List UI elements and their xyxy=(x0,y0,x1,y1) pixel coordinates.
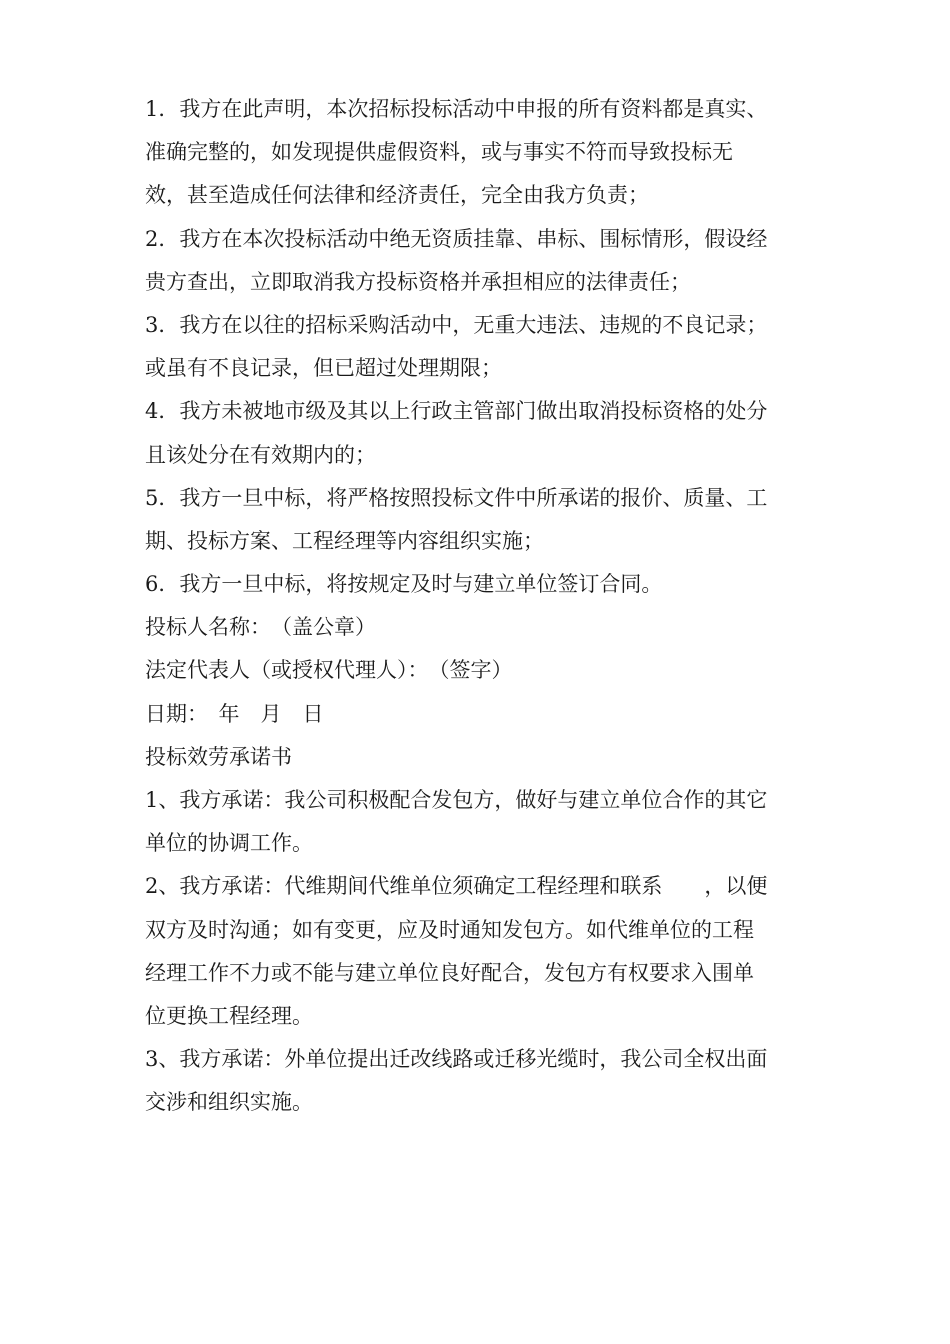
text-line: 3、我方承诺：外单位提出迁改线路或迁移光缆时，我公司全权出面 xyxy=(145,1047,768,1072)
text-line: 1、我方承诺：我公司积极配合发包方，做好与建立单位合作的其它 xyxy=(145,788,768,812)
text-line: 4．我方未被地市级及其以上行政主管部门做出取消投标资格的处分 xyxy=(145,399,768,424)
text-line: 双方及时沟通；如有变更，应及时通知发包方。如代维单位的工程 xyxy=(145,917,754,942)
section-title: 投标效劳承诺书 xyxy=(145,744,292,769)
text-line: 准确完整的，如发现提供虚假资料，或与事实不符而导致投标无 xyxy=(145,140,733,165)
text-line: 1．我方在此声明，本次招标投标活动中申报的所有资料都是真实、 xyxy=(145,97,768,121)
document-body xyxy=(145,88,815,1125)
text-line: 6．我方一旦中标，将按规定及时与建立单位签订合同。 xyxy=(145,572,663,597)
text-line: 期、投标方案、工程经理等内容组织实施； xyxy=(145,528,544,553)
text-line: 2．我方在本次投标活动中绝无资质挂靠、串标、围标情形，假设经 xyxy=(145,226,768,251)
text-line: 2、我方承诺：代维期间代维单位须确定工程经理和联系 ，以便 xyxy=(145,874,768,899)
legal-representative-line: 法定代表人（或授权代理人）： （签字） xyxy=(145,658,513,683)
text-line: 且该处分在有效期内的； xyxy=(145,442,376,467)
text-line: 贵方查出，立即取消我方投标资格并承担相应的法律责任； xyxy=(145,269,691,294)
text-line: 5．我方一旦中标，将严格按照投标文件中所承诺的报价、质量、工 xyxy=(145,485,768,510)
text-line: 效，甚至造成任何法律和经济责任，完全由我方负责； xyxy=(145,183,649,208)
text-line: 交涉和组织实施。 xyxy=(145,1090,313,1115)
date-line: 日期： 年 月 日 xyxy=(145,701,324,726)
text-line: 或虽有不良记录，但已超过处理期限； xyxy=(145,356,502,381)
text-line: 单位的协调工作。 xyxy=(145,831,313,856)
text-line: 经理工作不力或不能与建立单位良好配合，发包方有权要求入围单 xyxy=(145,960,754,985)
text-line: 位更换工程经理。 xyxy=(145,1003,313,1028)
bidder-name-line: 投标人名称： （盖公章） xyxy=(145,615,376,640)
text-line: 3．我方在以往的招标采购活动中，无重大违法、违规的不良记录； xyxy=(145,312,768,337)
